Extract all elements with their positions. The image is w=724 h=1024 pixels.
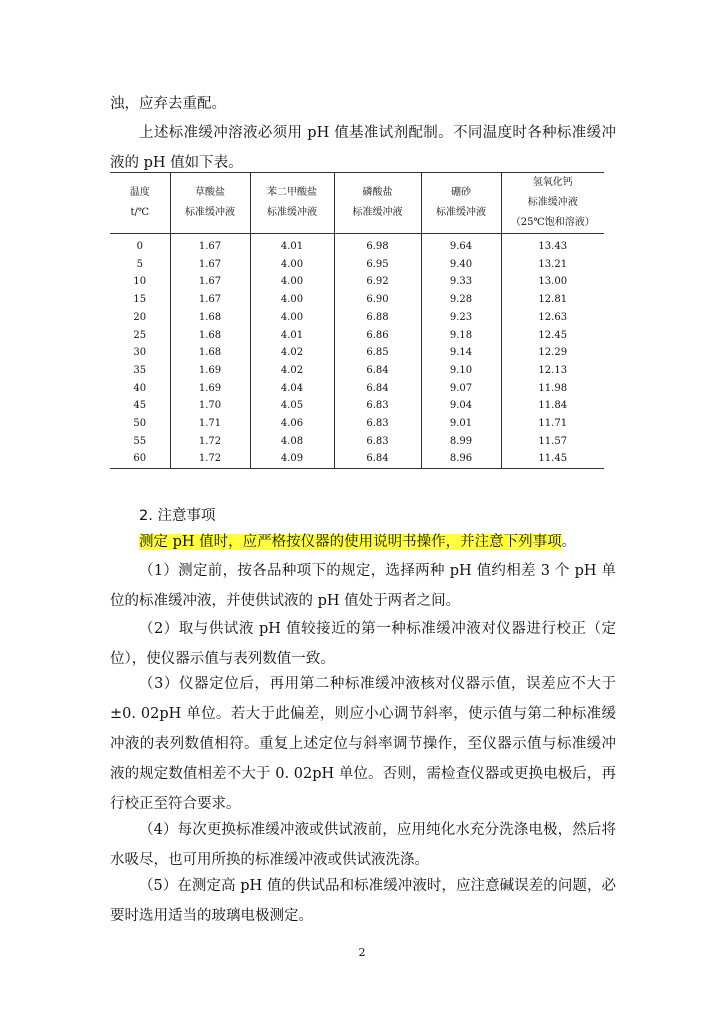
table-cell: 9.23	[421, 309, 501, 327]
table-cell: 40	[133, 382, 147, 394]
table-cell: 6.83	[334, 397, 421, 415]
table-cell: 13.00	[501, 273, 604, 291]
table-cell: 55	[133, 435, 147, 447]
table-row	[110, 273, 604, 291]
table-cell: 6.84	[334, 380, 421, 398]
table-cell: 4.01	[250, 327, 334, 345]
table-cell: 9.64	[421, 234, 501, 256]
table-cell: 8.96	[421, 450, 501, 468]
table-cell: 12.81	[501, 291, 604, 309]
table-cell: 8.99	[421, 433, 501, 451]
table-cell: 4.06	[250, 415, 334, 433]
table-cell: 6.95	[334, 256, 421, 274]
table-cell: 1.72	[170, 433, 250, 451]
table-cell: 12.13	[501, 362, 604, 380]
header-calcium-hydroxide: 氢氧化钙 标准缓冲液 （25℃饱和溶液）	[501, 173, 604, 234]
table-cell: 1.67	[170, 256, 250, 274]
table-cell: 6.83	[334, 415, 421, 433]
table-cell: 6.86	[334, 327, 421, 345]
page-number: 2	[358, 946, 366, 959]
highlighted-instruction: 测定 pH 值时，应严格按仪器的使用说明书操作，并注意下列事项。	[139, 534, 577, 550]
table-row	[110, 327, 604, 345]
table-cell: 6.83	[334, 433, 421, 451]
table-cell: 6.85	[334, 344, 421, 362]
table-cell: 6.84	[334, 450, 421, 468]
note-item-1: （1）测定前，按各品种项下的规定，选择两种 pH 值约相差 3 个 pH 单位的标准缓冲液，并使供试液的 pH 值处于两者之间。	[110, 563, 616, 609]
table-row	[110, 256, 604, 274]
note-item-3: （3）仪器定位后，再用第二种标准缓冲液核对仪器示值，误差应不大于±0. 02pH 单位。若大于此偏差，则应小心调节斜率，使示值与第二种标准缓冲液的表列数值相符。重复上述定位与斜率调节操作，至仪器示值与标准缓冲液的规定数值相差不大于 0. 02pH 单位。否则，需检查仪器或更换电极后，再行校正至符合要求。	[110, 676, 616, 812]
header-borax: 硼砂 标准缓冲液	[421, 173, 501, 234]
table-cell: 1.69	[170, 380, 250, 398]
table-cell: 60	[133, 453, 147, 465]
table-cell: 9.01	[421, 415, 501, 433]
table-row	[110, 397, 604, 415]
table-row	[110, 415, 604, 433]
table-cell: 9.28	[421, 291, 501, 309]
table-cell: 4.08	[250, 433, 334, 451]
table-cell: 15	[133, 294, 147, 306]
table-cell: 4.00	[250, 273, 334, 291]
header-oxalate: 草酸盐 标准缓冲液	[170, 173, 250, 234]
table-cell: 6.88	[334, 309, 421, 327]
ph-buffer-table	[110, 172, 604, 469]
header-phthalate: 苯二甲酸盐 标准缓冲液	[250, 173, 334, 234]
table-row	[110, 234, 604, 256]
table-cell: 0	[136, 241, 143, 252]
header-phosphate: 磷酸盐 标准缓冲液	[334, 173, 421, 234]
table-cell: 5	[136, 258, 143, 270]
table-cell: 1.70	[170, 397, 250, 415]
table-row	[110, 433, 604, 451]
table-cell: 1.68	[170, 327, 250, 345]
table-cell: 9.10	[421, 362, 501, 380]
table-cell: 4.05	[250, 397, 334, 415]
table-cell: 1.71	[170, 415, 250, 433]
table-cell: 4.00	[250, 309, 334, 327]
table-cell: 1.69	[170, 362, 250, 380]
table-cell: 13.43	[501, 234, 604, 256]
table-cell: 4.00	[250, 256, 334, 274]
table-cell: 6.84	[334, 362, 421, 380]
table-cell: 6.90	[334, 291, 421, 309]
table-cell: 12.29	[501, 344, 604, 362]
table-cell: 4.04	[250, 380, 334, 398]
intro-line-1: 浊，应弃去重配。	[110, 96, 226, 112]
table-cell: 6.98	[334, 234, 421, 256]
table-cell: 45	[133, 400, 147, 412]
table-cell: 1.68	[170, 344, 250, 362]
table-row	[110, 309, 604, 327]
table-cell: 4.09	[250, 450, 334, 468]
table-cell: 9.33	[421, 273, 501, 291]
table-cell: 6.92	[334, 273, 421, 291]
table-cell: 1.67	[170, 234, 250, 256]
note-item-5: （5）在测定高 pH 值的供试品和标准缓冲液时，应注意碱误差的问题，必要时选用适当的玻璃电极测定。	[110, 878, 616, 924]
highlight-text: 测定 pH 值时，应严格按仪器的使用说明书操作，并注意下列事项	[139, 534, 562, 550]
table-cell: 10	[133, 276, 147, 288]
table-cell: 11.84	[501, 397, 604, 415]
table-cell: 4.02	[250, 344, 334, 362]
table-cell: 11.71	[501, 415, 604, 433]
table-cell: 12.63	[501, 309, 604, 327]
table-cell: 4.02	[250, 362, 334, 380]
table-cell: 30	[133, 347, 147, 359]
table-row	[110, 362, 604, 380]
note-item-2: （2）取与供试液 pH 值较接近的第一种标准缓冲液对仪器进行校正（定位），使仪器示值与表列数值一致。	[110, 621, 616, 667]
table-cell: 12.45	[501, 327, 604, 345]
intro-paragraph: 上述标准缓冲溶液必须用 pH 值基准试剂配制。不同温度时各种标准缓冲液的 pH 值如下表。	[110, 125, 616, 171]
table-cell: 1.67	[170, 273, 250, 291]
table-cell: 13.21	[501, 256, 604, 274]
table-cell: 4.00	[250, 291, 334, 309]
table-cell: 50	[133, 418, 147, 430]
table-cell: 1.67	[170, 291, 250, 309]
table-header-row	[110, 173, 604, 234]
table-cell: 11.98	[501, 380, 604, 398]
header-temperature: 温度 t/℃	[129, 187, 150, 218]
table-cell: 20	[133, 311, 147, 323]
table-cell: 1.72	[170, 450, 250, 468]
table-cell: 25	[133, 329, 147, 341]
table-cell: 35	[133, 364, 147, 376]
table-cell: 9.40	[421, 256, 501, 274]
table-cell: 11.57	[501, 433, 604, 451]
table-cell: 9.04	[421, 397, 501, 415]
table-row	[110, 380, 604, 398]
note-item-4: （4）每次更换标准缓冲液或供试液前，应用纯化水充分洗涤电极，然后将水吸尽，也可用所换的标准缓冲液或供试液洗涤。	[110, 822, 616, 868]
table-cell: 11.45	[501, 450, 604, 468]
table-cell: 9.18	[421, 327, 501, 345]
table-cell: 9.14	[421, 344, 501, 362]
table-row	[110, 450, 604, 468]
table-row	[110, 291, 604, 309]
table-cell: 4.01	[250, 234, 334, 256]
table-cell: 1.68	[170, 309, 250, 327]
section-heading: 2. 注意事项	[139, 508, 216, 524]
table-cell: 9.07	[421, 380, 501, 398]
table-row	[110, 344, 604, 362]
